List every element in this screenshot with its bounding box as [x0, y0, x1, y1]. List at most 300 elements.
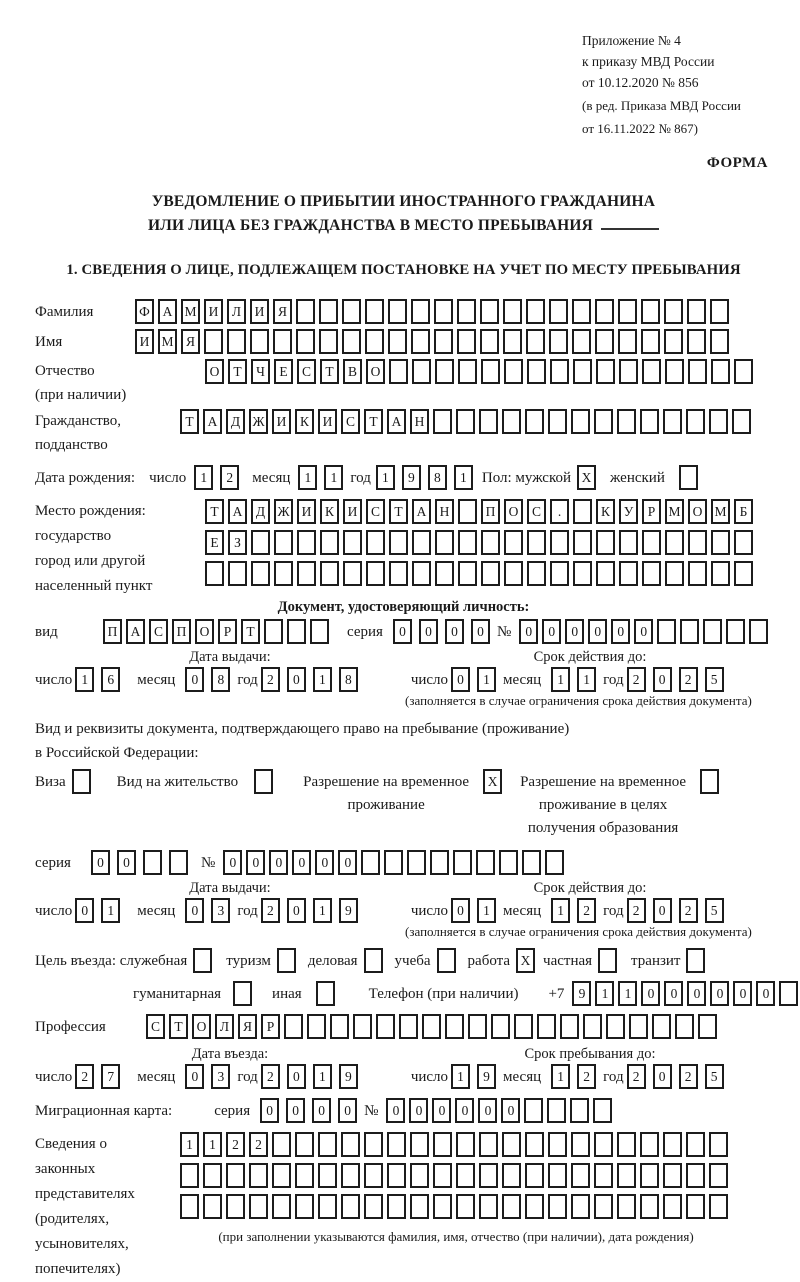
char-cell[interactable]: X: [483, 769, 502, 794]
char-cell[interactable]: 0: [260, 1098, 279, 1123]
char-cell[interactable]: [619, 359, 638, 384]
char-cell[interactable]: 0: [338, 850, 357, 875]
char-cell[interactable]: [525, 1132, 544, 1157]
char-cell[interactable]: Ж: [274, 499, 293, 524]
char-cell[interactable]: 0: [185, 667, 204, 692]
char-cell[interactable]: Я: [273, 299, 292, 324]
char-cell[interactable]: [412, 359, 431, 384]
char-cell[interactable]: [641, 299, 660, 324]
char-cell[interactable]: Т: [180, 409, 199, 434]
char-cell[interactable]: Ф: [135, 299, 154, 324]
char-cell[interactable]: [663, 1163, 682, 1188]
char-cell[interactable]: [458, 499, 477, 524]
char-cell[interactable]: 0: [653, 1064, 672, 1089]
char-cell[interactable]: [686, 1132, 705, 1157]
char-cell[interactable]: А: [387, 409, 406, 434]
char-cell[interactable]: 0: [432, 1098, 451, 1123]
char-cell[interactable]: [594, 1132, 613, 1157]
char-cell[interactable]: [227, 329, 246, 354]
char-cell[interactable]: [180, 1163, 199, 1188]
char-cell[interactable]: [389, 359, 408, 384]
char-cell[interactable]: П: [481, 499, 500, 524]
char-cell[interactable]: [254, 769, 273, 794]
char-cell[interactable]: [433, 409, 452, 434]
char-cell[interactable]: [433, 1194, 452, 1219]
char-cell[interactable]: О: [205, 359, 224, 384]
char-cell[interactable]: 0: [664, 981, 683, 1006]
char-cell[interactable]: К: [295, 409, 314, 434]
char-cell[interactable]: 0: [419, 619, 438, 644]
char-cell[interactable]: И: [272, 409, 291, 434]
char-cell[interactable]: 0: [756, 981, 775, 1006]
char-cell[interactable]: [430, 850, 449, 875]
char-cell[interactable]: [525, 1163, 544, 1188]
char-cell[interactable]: [193, 948, 212, 973]
char-cell[interactable]: [445, 1014, 464, 1039]
char-cell[interactable]: [502, 409, 521, 434]
char-cell[interactable]: 9: [477, 1064, 496, 1089]
char-cell[interactable]: [550, 359, 569, 384]
char-cell[interactable]: [318, 1163, 337, 1188]
char-cell[interactable]: 2: [679, 1064, 698, 1089]
char-cell[interactable]: [617, 409, 636, 434]
char-cell[interactable]: [274, 530, 293, 555]
char-cell[interactable]: .: [550, 499, 569, 524]
char-cell[interactable]: О: [688, 499, 707, 524]
char-cell[interactable]: [663, 1132, 682, 1157]
char-cell[interactable]: [388, 299, 407, 324]
char-cell[interactable]: [686, 948, 705, 973]
char-cell[interactable]: [387, 1163, 406, 1188]
char-cell[interactable]: [548, 1132, 567, 1157]
char-cell[interactable]: [594, 1194, 613, 1219]
char-cell[interactable]: А: [158, 299, 177, 324]
char-cell[interactable]: [617, 1132, 636, 1157]
char-cell[interactable]: [479, 1132, 498, 1157]
char-cell[interactable]: [642, 561, 661, 586]
char-cell[interactable]: 0: [287, 667, 306, 692]
char-cell[interactable]: 1: [313, 667, 332, 692]
char-cell[interactable]: [550, 530, 569, 555]
char-cell[interactable]: И: [135, 329, 154, 354]
char-cell[interactable]: [504, 561, 523, 586]
char-cell[interactable]: П: [103, 619, 122, 644]
char-cell[interactable]: Т: [320, 359, 339, 384]
char-cell[interactable]: [503, 329, 522, 354]
char-cell[interactable]: 8: [339, 667, 358, 692]
char-cell[interactable]: 3: [211, 898, 230, 923]
char-cell[interactable]: [272, 1163, 291, 1188]
char-cell[interactable]: П: [172, 619, 191, 644]
char-cell[interactable]: [342, 299, 361, 324]
char-cell[interactable]: [640, 1163, 659, 1188]
char-cell[interactable]: [571, 1194, 590, 1219]
char-cell[interactable]: Ж: [249, 409, 268, 434]
char-cell[interactable]: [342, 329, 361, 354]
char-cell[interactable]: 0: [653, 667, 672, 692]
char-cell[interactable]: [476, 850, 495, 875]
char-cell[interactable]: 0: [246, 850, 265, 875]
char-cell[interactable]: [330, 1014, 349, 1039]
char-cell[interactable]: 0: [393, 619, 412, 644]
char-cell[interactable]: [594, 409, 613, 434]
char-cell[interactable]: [711, 359, 730, 384]
char-cell[interactable]: [700, 769, 719, 794]
char-cell[interactable]: [572, 299, 591, 324]
char-cell[interactable]: [642, 530, 661, 555]
char-cell[interactable]: А: [126, 619, 145, 644]
char-cell[interactable]: X: [577, 465, 596, 490]
char-cell[interactable]: [456, 1163, 475, 1188]
char-cell[interactable]: [571, 1132, 590, 1157]
char-cell[interactable]: 1: [551, 1064, 570, 1089]
char-cell[interactable]: [251, 530, 270, 555]
char-cell[interactable]: С: [366, 499, 385, 524]
char-cell[interactable]: [410, 1163, 429, 1188]
char-cell[interactable]: 0: [611, 619, 630, 644]
char-cell[interactable]: Т: [228, 359, 247, 384]
char-cell[interactable]: [481, 359, 500, 384]
char-cell[interactable]: [526, 329, 545, 354]
char-cell[interactable]: [366, 561, 385, 586]
char-cell[interactable]: [456, 409, 475, 434]
char-cell[interactable]: Н: [410, 409, 429, 434]
char-cell[interactable]: [525, 409, 544, 434]
char-cell[interactable]: [364, 1163, 383, 1188]
char-cell[interactable]: [249, 1194, 268, 1219]
char-cell[interactable]: 1: [298, 465, 317, 490]
char-cell[interactable]: 2: [679, 667, 698, 692]
char-cell[interactable]: 1: [454, 465, 473, 490]
char-cell[interactable]: [593, 1098, 612, 1123]
char-cell[interactable]: Д: [251, 499, 270, 524]
char-cell[interactable]: [570, 1098, 589, 1123]
char-cell[interactable]: Т: [169, 1014, 188, 1039]
char-cell[interactable]: Б: [734, 499, 753, 524]
char-cell[interactable]: [284, 1014, 303, 1039]
char-cell[interactable]: И: [318, 409, 337, 434]
char-cell[interactable]: [468, 1014, 487, 1039]
char-cell[interactable]: [679, 465, 698, 490]
char-cell[interactable]: [527, 561, 546, 586]
char-cell[interactable]: [481, 530, 500, 555]
char-cell[interactable]: [571, 409, 590, 434]
char-cell[interactable]: [295, 1163, 314, 1188]
char-cell[interactable]: 9: [339, 1064, 358, 1089]
char-cell[interactable]: [273, 329, 292, 354]
char-cell[interactable]: [319, 329, 338, 354]
char-cell[interactable]: [480, 299, 499, 324]
char-cell[interactable]: 2: [249, 1132, 268, 1157]
char-cell[interactable]: 1: [618, 981, 637, 1006]
char-cell[interactable]: [504, 530, 523, 555]
char-cell[interactable]: [272, 1194, 291, 1219]
char-cell[interactable]: [366, 530, 385, 555]
char-cell[interactable]: 8: [211, 667, 230, 692]
char-cell[interactable]: [573, 530, 592, 555]
char-cell[interactable]: 2: [577, 1064, 596, 1089]
char-cell[interactable]: [434, 329, 453, 354]
char-cell[interactable]: 0: [687, 981, 706, 1006]
char-cell[interactable]: [310, 619, 329, 644]
char-cell[interactable]: 0: [91, 850, 110, 875]
char-cell[interactable]: [180, 1194, 199, 1219]
char-cell[interactable]: 2: [627, 1064, 646, 1089]
char-cell[interactable]: [629, 1014, 648, 1039]
char-cell[interactable]: [709, 1194, 728, 1219]
char-cell[interactable]: [458, 359, 477, 384]
char-cell[interactable]: Е: [205, 530, 224, 555]
char-cell[interactable]: [343, 561, 362, 586]
char-cell[interactable]: [411, 329, 430, 354]
char-cell[interactable]: Л: [215, 1014, 234, 1039]
char-cell[interactable]: Я: [238, 1014, 257, 1039]
char-cell[interactable]: [550, 561, 569, 586]
char-cell[interactable]: [481, 561, 500, 586]
char-cell[interactable]: [277, 948, 296, 973]
char-cell[interactable]: [726, 619, 745, 644]
char-cell[interactable]: И: [204, 299, 223, 324]
char-cell[interactable]: [514, 1014, 533, 1039]
char-cell[interactable]: [319, 299, 338, 324]
char-cell[interactable]: 0: [455, 1098, 474, 1123]
char-cell[interactable]: 9: [572, 981, 591, 1006]
char-cell[interactable]: [732, 409, 751, 434]
char-cell[interactable]: [734, 359, 753, 384]
char-cell[interactable]: У: [619, 499, 638, 524]
char-cell[interactable]: [203, 1163, 222, 1188]
char-cell[interactable]: [295, 1132, 314, 1157]
char-cell[interactable]: [297, 530, 316, 555]
char-cell[interactable]: 1: [75, 667, 94, 692]
char-cell[interactable]: 1: [451, 1064, 470, 1089]
char-cell[interactable]: 5: [705, 667, 724, 692]
char-cell[interactable]: 0: [287, 1064, 306, 1089]
char-cell[interactable]: [573, 359, 592, 384]
char-cell[interactable]: 0: [185, 1064, 204, 1089]
char-cell[interactable]: Р: [642, 499, 661, 524]
char-cell[interactable]: 2: [261, 898, 280, 923]
char-cell[interactable]: 1: [313, 898, 332, 923]
char-cell[interactable]: 6: [101, 667, 120, 692]
char-cell[interactable]: [499, 850, 518, 875]
char-cell[interactable]: [296, 329, 315, 354]
char-cell[interactable]: [665, 359, 684, 384]
char-cell[interactable]: 0: [588, 619, 607, 644]
char-cell[interactable]: [318, 1194, 337, 1219]
char-cell[interactable]: О: [195, 619, 214, 644]
char-cell[interactable]: [502, 1132, 521, 1157]
char-cell[interactable]: [320, 561, 339, 586]
char-cell[interactable]: [641, 329, 660, 354]
char-cell[interactable]: 0: [117, 850, 136, 875]
char-cell[interactable]: [343, 530, 362, 555]
char-cell[interactable]: С: [146, 1014, 165, 1039]
char-cell[interactable]: [618, 329, 637, 354]
char-cell[interactable]: 0: [223, 850, 242, 875]
char-cell[interactable]: [143, 850, 162, 875]
char-cell[interactable]: [72, 769, 91, 794]
char-cell[interactable]: [410, 1194, 429, 1219]
char-cell[interactable]: [422, 1014, 441, 1039]
char-cell[interactable]: [274, 561, 293, 586]
char-cell[interactable]: [664, 299, 683, 324]
char-cell[interactable]: [491, 1014, 510, 1039]
char-cell[interactable]: [307, 1014, 326, 1039]
char-cell[interactable]: 0: [451, 898, 470, 923]
char-cell[interactable]: [433, 1132, 452, 1157]
char-cell[interactable]: [320, 530, 339, 555]
char-cell[interactable]: [688, 561, 707, 586]
char-cell[interactable]: [549, 329, 568, 354]
char-cell[interactable]: [545, 850, 564, 875]
char-cell[interactable]: [297, 561, 316, 586]
char-cell[interactable]: [619, 561, 638, 586]
char-cell[interactable]: М: [711, 499, 730, 524]
char-cell[interactable]: 0: [338, 1098, 357, 1123]
char-cell[interactable]: [365, 329, 384, 354]
char-cell[interactable]: 2: [627, 667, 646, 692]
char-cell[interactable]: [665, 530, 684, 555]
char-cell[interactable]: А: [203, 409, 222, 434]
char-cell[interactable]: 5: [705, 1064, 724, 1089]
char-cell[interactable]: [549, 299, 568, 324]
char-cell[interactable]: [233, 981, 252, 1006]
char-cell[interactable]: 2: [261, 667, 280, 692]
char-cell[interactable]: [458, 530, 477, 555]
char-cell[interactable]: [548, 409, 567, 434]
char-cell[interactable]: 0: [634, 619, 653, 644]
char-cell[interactable]: С: [149, 619, 168, 644]
char-cell[interactable]: 0: [292, 850, 311, 875]
char-cell[interactable]: 0: [478, 1098, 497, 1123]
char-cell[interactable]: X: [516, 948, 535, 973]
char-cell[interactable]: [594, 1163, 613, 1188]
char-cell[interactable]: [376, 1014, 395, 1039]
char-cell[interactable]: 1: [203, 1132, 222, 1157]
char-cell[interactable]: [595, 329, 614, 354]
char-cell[interactable]: Л: [227, 299, 246, 324]
char-cell[interactable]: 2: [627, 898, 646, 923]
char-cell[interactable]: [688, 359, 707, 384]
char-cell[interactable]: [226, 1194, 245, 1219]
char-cell[interactable]: И: [297, 499, 316, 524]
char-cell[interactable]: 0: [565, 619, 584, 644]
char-cell[interactable]: [596, 561, 615, 586]
char-cell[interactable]: [287, 619, 306, 644]
char-cell[interactable]: 2: [75, 1064, 94, 1089]
char-cell[interactable]: [734, 561, 753, 586]
char-cell[interactable]: [479, 409, 498, 434]
char-cell[interactable]: 1: [551, 667, 570, 692]
char-cell[interactable]: [686, 409, 705, 434]
char-cell[interactable]: [364, 1132, 383, 1157]
char-cell[interactable]: [527, 530, 546, 555]
char-cell[interactable]: [228, 561, 247, 586]
char-cell[interactable]: [598, 948, 617, 973]
char-cell[interactable]: [502, 1194, 521, 1219]
char-cell[interactable]: 0: [501, 1098, 520, 1123]
char-cell[interactable]: 0: [445, 619, 464, 644]
char-cell[interactable]: 2: [679, 898, 698, 923]
char-cell[interactable]: [595, 299, 614, 324]
char-cell[interactable]: 1: [551, 898, 570, 923]
char-cell[interactable]: А: [412, 499, 431, 524]
char-cell[interactable]: [710, 299, 729, 324]
char-cell[interactable]: [457, 299, 476, 324]
char-cell[interactable]: [456, 1132, 475, 1157]
char-cell[interactable]: Т: [241, 619, 260, 644]
char-cell[interactable]: [687, 329, 706, 354]
char-cell[interactable]: 0: [653, 898, 672, 923]
char-cell[interactable]: М: [665, 499, 684, 524]
char-cell[interactable]: 1: [101, 898, 120, 923]
char-cell[interactable]: Т: [364, 409, 383, 434]
char-cell[interactable]: [572, 329, 591, 354]
char-cell[interactable]: [711, 530, 730, 555]
char-cell[interactable]: 0: [542, 619, 561, 644]
char-cell[interactable]: М: [158, 329, 177, 354]
char-cell[interactable]: О: [504, 499, 523, 524]
char-cell[interactable]: [596, 359, 615, 384]
char-cell[interactable]: 0: [269, 850, 288, 875]
char-cell[interactable]: [433, 1163, 452, 1188]
char-cell[interactable]: [296, 299, 315, 324]
char-cell[interactable]: [479, 1163, 498, 1188]
char-cell[interactable]: [779, 981, 798, 1006]
char-cell[interactable]: [571, 1163, 590, 1188]
char-cell[interactable]: [437, 948, 456, 973]
char-cell[interactable]: [435, 359, 454, 384]
char-cell[interactable]: [226, 1163, 245, 1188]
char-cell[interactable]: 5: [705, 898, 724, 923]
char-cell[interactable]: [709, 1132, 728, 1157]
char-cell[interactable]: К: [320, 499, 339, 524]
char-cell[interactable]: 0: [451, 667, 470, 692]
char-cell[interactable]: [407, 850, 426, 875]
char-cell[interactable]: [596, 530, 615, 555]
char-cell[interactable]: 0: [641, 981, 660, 1006]
char-cell[interactable]: [618, 299, 637, 324]
char-cell[interactable]: О: [192, 1014, 211, 1039]
char-cell[interactable]: [435, 530, 454, 555]
char-cell[interactable]: [709, 1163, 728, 1188]
char-cell[interactable]: [365, 299, 384, 324]
char-cell[interactable]: М: [181, 299, 200, 324]
char-cell[interactable]: [249, 1163, 268, 1188]
char-cell[interactable]: [710, 329, 729, 354]
char-cell[interactable]: С: [341, 409, 360, 434]
char-cell[interactable]: [502, 1163, 521, 1188]
char-cell[interactable]: [479, 1194, 498, 1219]
char-cell[interactable]: [686, 1194, 705, 1219]
char-cell[interactable]: 0: [710, 981, 729, 1006]
char-cell[interactable]: [203, 1194, 222, 1219]
char-cell[interactable]: [384, 850, 403, 875]
char-cell[interactable]: 2: [220, 465, 239, 490]
char-cell[interactable]: 0: [519, 619, 538, 644]
char-cell[interactable]: 9: [339, 898, 358, 923]
char-cell[interactable]: [389, 561, 408, 586]
char-cell[interactable]: 2: [261, 1064, 280, 1089]
char-cell[interactable]: [169, 850, 188, 875]
char-cell[interactable]: [642, 359, 661, 384]
char-cell[interactable]: [364, 948, 383, 973]
char-cell[interactable]: [480, 329, 499, 354]
char-cell[interactable]: [318, 1132, 337, 1157]
char-cell[interactable]: [504, 359, 523, 384]
char-cell[interactable]: [205, 561, 224, 586]
